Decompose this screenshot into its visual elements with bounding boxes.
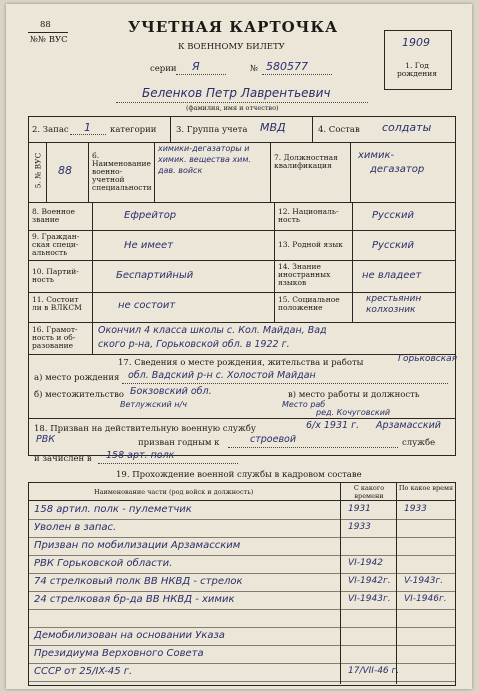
education-value-2: ского р-на, Горьковской обл. в 1922 г. <box>98 339 290 350</box>
spec-value-1: химики-дегазаторы и <box>158 144 250 153</box>
sostav-label: 4. Состав <box>318 125 360 135</box>
workplace-label: в) место работы и должность <box>288 390 420 400</box>
service-row-from: 17/VII-46 г. <box>348 666 400 676</box>
education-value-1: Окончил 4 класса школы с. Кол. Майдан, Вад <box>98 325 327 336</box>
top-number: 88 <box>40 20 51 30</box>
enrolled-label: и зачислен в <box>34 454 92 464</box>
spec-value-3: дав. войск <box>158 166 203 175</box>
residence-label: б) местожительство <box>34 390 124 400</box>
call-vk: Арзамасский <box>376 420 441 431</box>
service-row-rule <box>28 591 455 592</box>
service-row-to: VI-1946г. <box>404 594 447 604</box>
service-row-rule <box>28 537 455 538</box>
enrolled-value: 158 арт. полк <box>106 450 175 461</box>
field-11-value: не состоит <box>118 300 176 311</box>
group-label: 3. Группа учета <box>176 125 248 135</box>
section-19-title: 19. Прохождение военной службы в кадровом составе <box>116 470 362 480</box>
birth-year-value: 1909 <box>402 36 430 49</box>
service-row-to: 1933 <box>404 504 427 514</box>
workplace-value-2: ред. Кочуговский <box>316 408 391 417</box>
birthplace-label: а) место рождения <box>34 373 120 383</box>
field-13-value: Русский <box>372 240 414 251</box>
spec-label: 6. Наименование военно-учетной специальности <box>92 151 152 192</box>
service-row-name: Призван по мобилизации Арзамасским <box>34 540 241 551</box>
name-caption: (фамилия, имя и отчество) <box>186 104 279 112</box>
service-row-from: VI-1943г. <box>348 594 391 604</box>
number-value: 580577 <box>266 60 308 73</box>
service-row-to: V-1943г. <box>404 576 444 586</box>
category-label: категории <box>110 125 157 135</box>
field-10-label: 10. Партий-ность <box>32 267 79 284</box>
field-15-value: крестьянин колхозник <box>366 294 422 315</box>
service-row-rule <box>28 573 455 574</box>
full-name: Беленков Петр Лаврентьевич <box>142 86 331 100</box>
service-row-rule <box>28 519 455 520</box>
service-row-name: 74 стрелковый полк ВВ НКВД - стрелок <box>34 576 243 587</box>
service-row-name: РВК Горьковской области. <box>34 558 173 569</box>
service-row-rule <box>28 663 455 664</box>
sostav-value: солдаты <box>382 121 432 134</box>
field-15-label: 15. Социальное положение <box>278 295 340 312</box>
service-row-rule <box>28 555 455 556</box>
service-row-from: VI-1942 <box>348 558 383 568</box>
field-11-label: 11. Состоит ли в ВЛКСМ <box>32 295 82 312</box>
card-subtitle: К ВОЕННОМУ БИЛЕТУ <box>178 42 285 52</box>
col-unit-header: Наименование части (род войск и должность) <box>94 488 254 496</box>
birthplace-value: обл. Вадский р-н с. Холостой Майдан <box>128 370 316 381</box>
residence-value: Бокзовский обл. <box>130 386 212 397</box>
field-13-label: 13. Родной язык <box>278 240 343 249</box>
service-row-rule <box>28 627 455 628</box>
service-row-name: Уволен в запас. <box>34 522 117 533</box>
service-row-rule <box>28 681 455 682</box>
series-label: серии <box>150 64 177 74</box>
zapas-value: 1 <box>84 121 91 134</box>
registration-card <box>6 4 472 689</box>
qual-value-1: химик- <box>358 150 395 161</box>
by-year-value: строевой <box>250 434 297 445</box>
by-year-label: призван годным к <box>138 438 220 448</box>
section-17-title-hw: Горьковская <box>398 354 458 364</box>
series-value: Я <box>192 60 200 73</box>
section-18-title: 18. Призван на действительную военную службу <box>34 424 256 434</box>
education-label: 16. Грамот-ность и об-разование <box>32 325 78 350</box>
vus-value: 88 <box>58 164 72 177</box>
service-row-from: 1933 <box>348 522 371 532</box>
service-row-rule <box>28 609 455 610</box>
residence-value-2: Ветлужский н/ч <box>120 400 187 409</box>
field-14-label: 14. Знание иностранных языков <box>278 262 331 287</box>
qual-label: 7. Должностная квалификация <box>274 153 338 170</box>
vus-label: №№ ВУС <box>30 35 68 45</box>
call-date: 6/х 1931 г. <box>306 420 360 431</box>
card-title: УЧЕТНАЯ КАРТОЧКА <box>128 18 339 36</box>
birth-year-label: 1. Год рождения <box>396 61 437 78</box>
service-label: службе <box>402 438 436 448</box>
zapas-label: 2. Запас <box>32 125 69 135</box>
service-row-name: Президиума Верховного Совета <box>34 648 204 659</box>
service-row-from: VI-1942г. <box>348 576 391 586</box>
field-10-value: Беспартийный <box>116 270 194 281</box>
field-8-label: 8. Военное звание <box>32 207 75 224</box>
section-17-title: 17. Сведения о месте рождения, жительства и работы <box>118 358 364 368</box>
field-8-value: Ефрейтор <box>124 210 177 221</box>
spec-value-2: химик. вещества хим. <box>158 155 251 164</box>
service-row-name: 158 артил. полк - пулеметчик <box>34 504 192 515</box>
col-from-header: С какого времени <box>353 484 385 500</box>
field-12-value: Русский <box>372 210 414 221</box>
call-vk-2: РВК <box>36 434 55 445</box>
vus-side-label: 5. № ВУС <box>33 152 43 189</box>
field-9-value: Не имеет <box>124 240 174 251</box>
field-9-label: 9. Граждан-ская специ-альность <box>32 232 80 257</box>
workplace-value: Место раб <box>282 400 326 409</box>
field-14-value: не владеет <box>362 270 422 281</box>
service-row-name: 24 стрелковая бр-да ВВ НКВД - химик <box>34 594 235 605</box>
number-label: № <box>250 64 259 74</box>
group-value: МВД <box>260 121 286 134</box>
service-row-name: СССР от 25/IX-45 г. <box>34 666 133 677</box>
service-row-from: 1931 <box>348 504 371 514</box>
col-to-header: По какое время <box>398 484 454 492</box>
service-row-name: Демобилизован на основании Указа <box>34 630 225 641</box>
field-12-label: 12. Националь-ность <box>278 207 339 224</box>
service-row-rule <box>28 645 455 646</box>
qual-value-2: дегазатор <box>370 164 425 175</box>
